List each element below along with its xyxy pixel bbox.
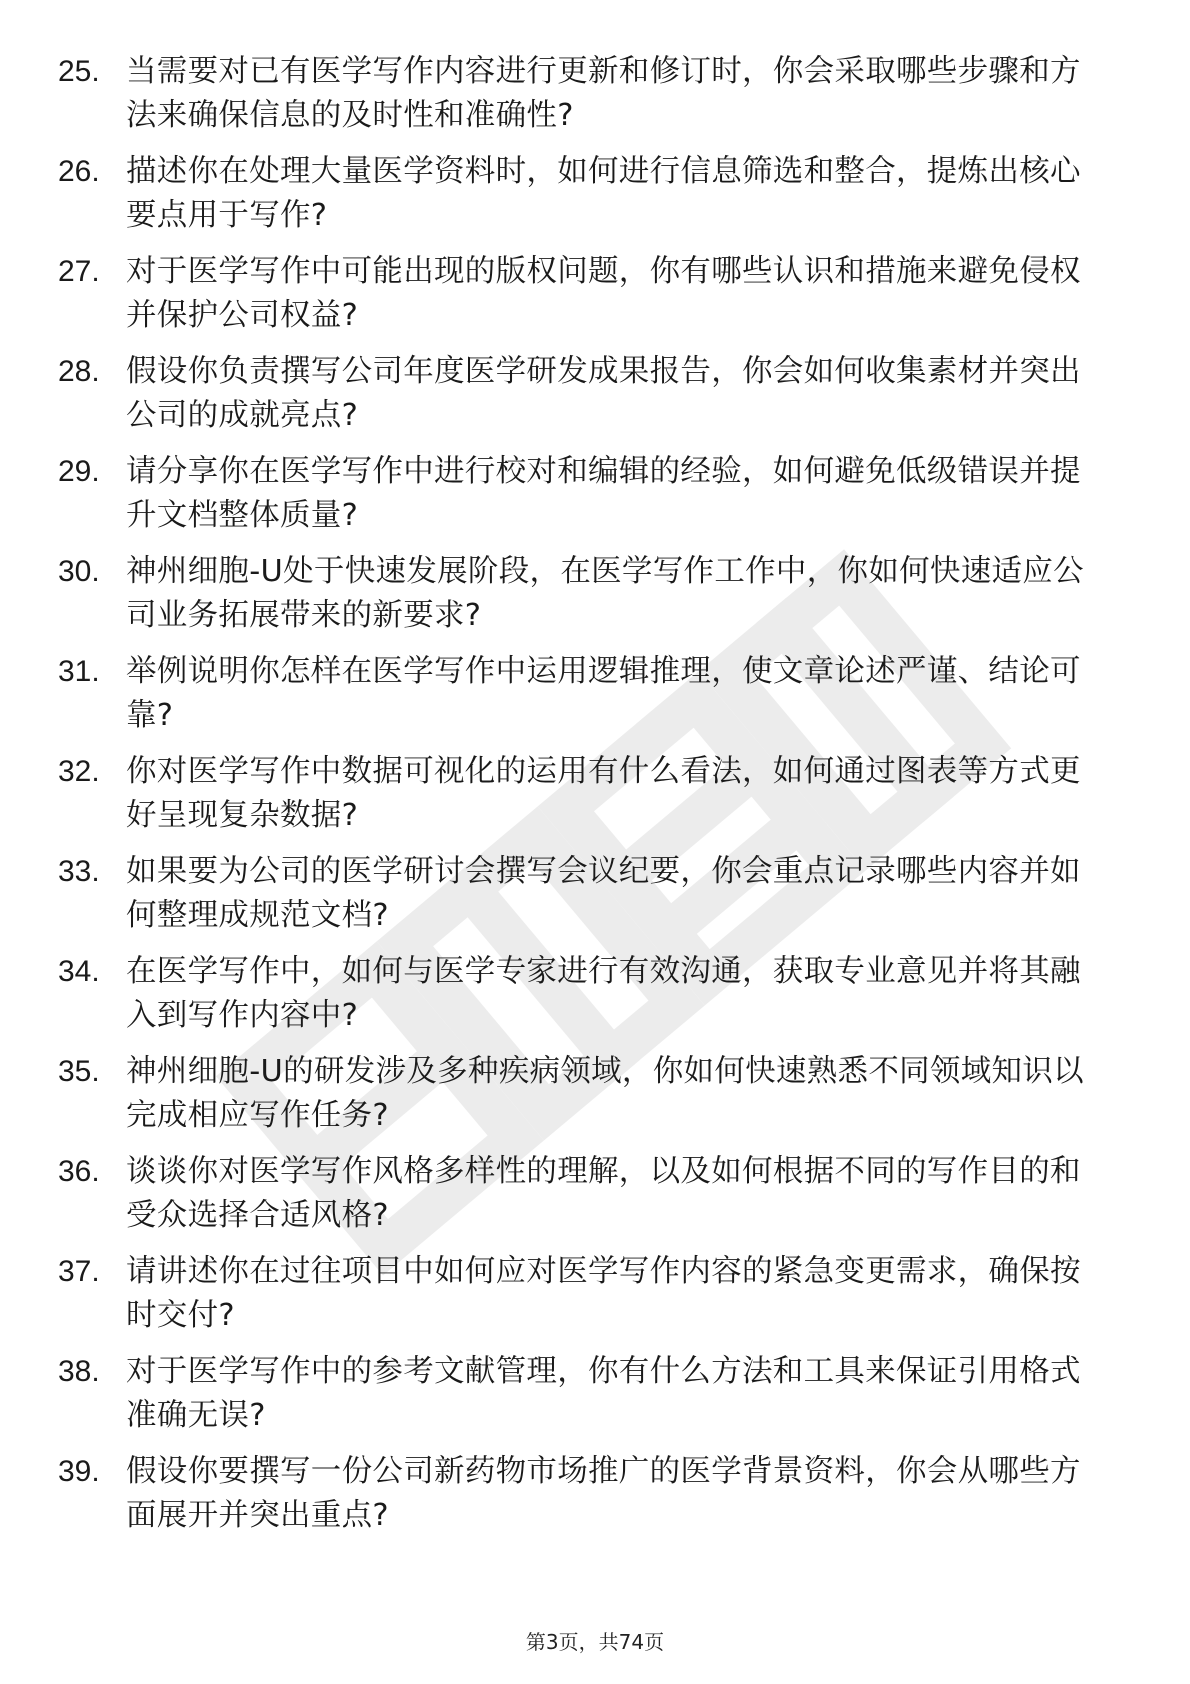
question-number: 35. [58,1055,100,1088]
question-item [58,1350,1108,1438]
question-number: 29. [58,455,100,488]
question-item [58,1450,1108,1538]
question-text: 假设你要撰写一份公司新药物市场推广的医学背景资料，你会从哪些方面展开并突出重点? [126,1454,1081,1533]
question-text: 神州细胞-U的研发涉及多种疾病领域，你如何快速熟悉不同领域知识以完成相应写作任务? [126,1054,1084,1133]
question-text: 当需要对已有医学写作内容进行更新和修订时，你会采取哪些步骤和方法来确保信息的及时性和准确性? [126,54,1081,133]
question-text: 假设你负责撰写公司年度医学研发成果报告，你会如何收集素材并突出公司的成就亮点? [126,354,1081,433]
question-item [58,350,1108,438]
question-item [58,650,1108,738]
question-number: 37. [58,1255,100,1288]
question-text: 谈谈你对医学写作风格多样性的理解，以及如何根据不同的写作目的和受众选择合适风格? [126,1154,1081,1233]
question-number: 26. [58,155,100,188]
question-number: 32. [58,755,100,788]
question-number: 28. [58,355,100,388]
question-text: 描述你在处理大量医学资料时，如何进行信息筛选和整合，提炼出核心要点用于写作? [126,154,1081,233]
page-number-label: 第3页，共74页 [525,1630,665,1654]
question-text: 在医学写作中，如何与医学专家进行有效沟通，获取专业意见并将其融入到写作内容中? [126,954,1081,1033]
question-text: 如果要为公司的医学研讨会撰写会议纪要，你会重点记录哪些内容并如何整理成规范文档? [126,854,1081,933]
question-item [58,150,1108,238]
question-number: 38. [58,1355,100,1388]
question-text: 你对医学写作中数据可视化的运用有什么看法，如何通过图表等方式更好呈现复杂数据? [126,754,1081,833]
question-number: 36. [58,1155,100,1188]
question-item [58,1250,1108,1338]
question-number: 25. [58,55,100,88]
question-item [58,450,1108,538]
question-item [58,250,1108,338]
question-number: 33. [58,855,100,888]
question-number: 31. [58,655,100,688]
question-text: 对于医学写作中可能出现的版权问题，你有哪些认识和措施来避免侵权并保护公司权益? [126,254,1081,333]
question-item [58,850,1108,938]
question-number: 39. [58,1455,100,1488]
question-list [58,50,1108,1550]
question-item [58,550,1108,638]
question-text: 请讲述你在过往项目中如何应对医学写作内容的紧急变更需求，确保按时交付? [126,1254,1081,1333]
question-number: 30. [58,555,100,588]
question-number: 34. [58,955,100,988]
question-item [58,1150,1108,1238]
question-item [58,50,1108,138]
question-text: 请分享你在医学写作中进行校对和编辑的经验，如何避免低级错误并提升文档整体质量? [126,454,1081,533]
question-item [58,750,1108,838]
question-item [58,1050,1108,1138]
question-number: 27. [58,255,100,288]
page-footer [0,1628,1190,1656]
question-text: 神州细胞-U处于快速发展阶段，在医学写作工作中，你如何快速适应公司业务拓展带来的新要求? [126,554,1084,633]
question-text: 对于医学写作中的参考文献管理，你有什么方法和工具来保证引用格式准确无误? [126,1354,1081,1433]
question-item [58,950,1108,1038]
question-text: 举例说明你怎样在医学写作中运用逻辑推理，使文章论述严谨、结论可靠? [126,654,1081,733]
